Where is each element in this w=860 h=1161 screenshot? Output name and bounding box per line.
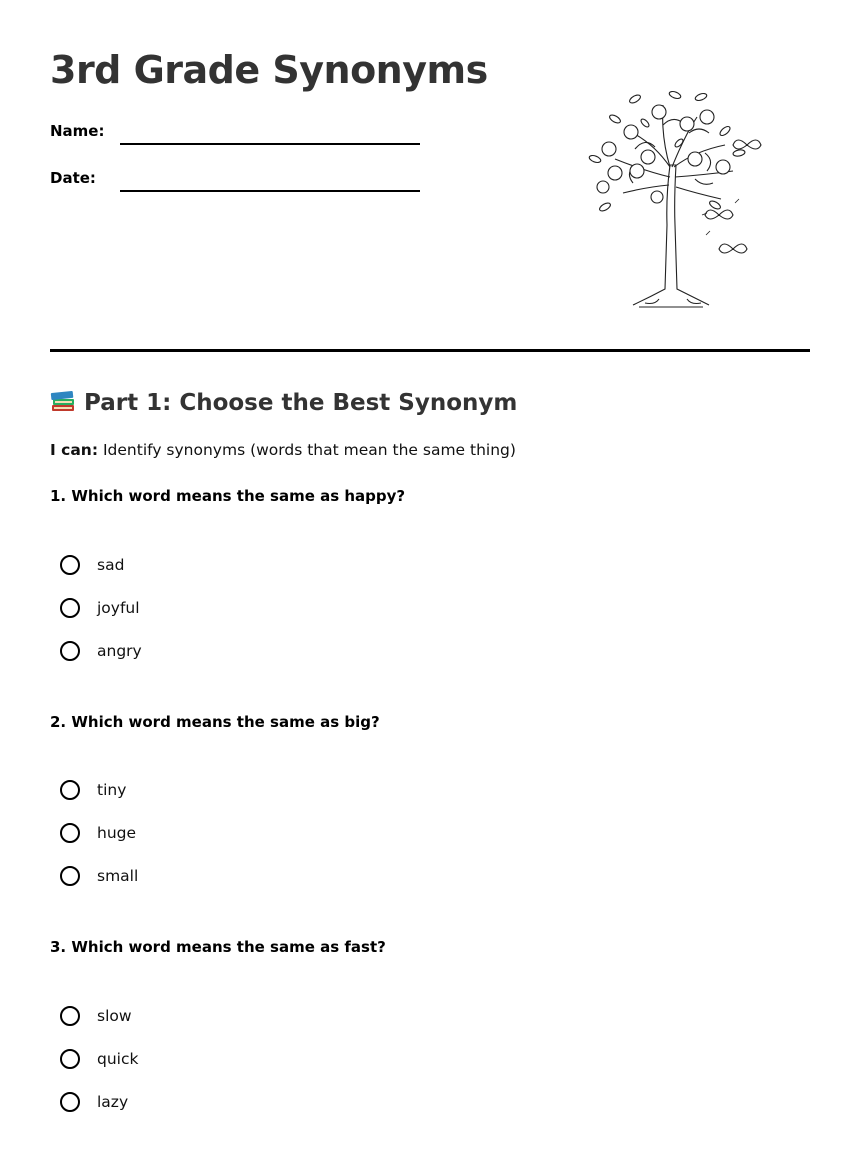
radio-button[interactable] <box>60 823 80 843</box>
name-label: Name: <box>50 122 105 140</box>
option-label: slow <box>97 1007 132 1025</box>
name-field[interactable] <box>120 143 420 145</box>
answer-option[interactable] <box>60 820 136 846</box>
date-field[interactable] <box>120 190 420 192</box>
radio-button[interactable] <box>60 1049 80 1069</box>
answer-option[interactable] <box>60 638 142 664</box>
option-label: quick <box>97 1050 139 1068</box>
date-label: Date: <box>50 169 96 187</box>
radio-button[interactable] <box>60 780 80 800</box>
i-can-label: I can: <box>50 441 99 459</box>
radio-button[interactable] <box>60 1006 80 1026</box>
learning-target <box>50 441 516 459</box>
radio-button[interactable] <box>60 598 80 618</box>
answer-option[interactable] <box>60 1003 132 1029</box>
option-label: sad <box>97 556 125 574</box>
question-prompt: 2. Which word means the same as big? <box>50 713 380 731</box>
apple-tree-icon <box>575 75 770 315</box>
part1-heading-text: Part 1: Choose the Best Synonym <box>84 390 518 416</box>
radio-button[interactable] <box>60 866 80 886</box>
option-label: small <box>97 867 139 885</box>
part1-heading <box>50 389 517 419</box>
answer-option[interactable] <box>60 1046 138 1072</box>
answer-option[interactable] <box>60 777 126 803</box>
option-label: huge <box>97 824 137 842</box>
answer-option[interactable] <box>60 863 138 889</box>
answer-option[interactable] <box>60 552 124 578</box>
option-label: lazy <box>97 1093 129 1111</box>
worksheet-title: 3rd Grade Synonyms <box>50 48 488 92</box>
radio-button[interactable] <box>60 555 80 575</box>
option-label: joyful <box>97 599 140 617</box>
answer-option[interactable] <box>60 1089 128 1115</box>
question-prompt: 3. Which word means the same as fast? <box>50 938 386 956</box>
books-icon <box>50 389 76 419</box>
section-divider <box>50 349 810 352</box>
answer-option[interactable] <box>60 595 140 621</box>
radio-button[interactable] <box>60 641 80 661</box>
radio-button[interactable] <box>60 1092 80 1112</box>
option-label: angry <box>97 642 142 660</box>
question-prompt: 1. Which word means the same as happy? <box>50 487 406 505</box>
option-label: tiny <box>97 781 127 799</box>
i-can-text: Identify synonyms (words that mean the same thing) <box>102 441 516 459</box>
